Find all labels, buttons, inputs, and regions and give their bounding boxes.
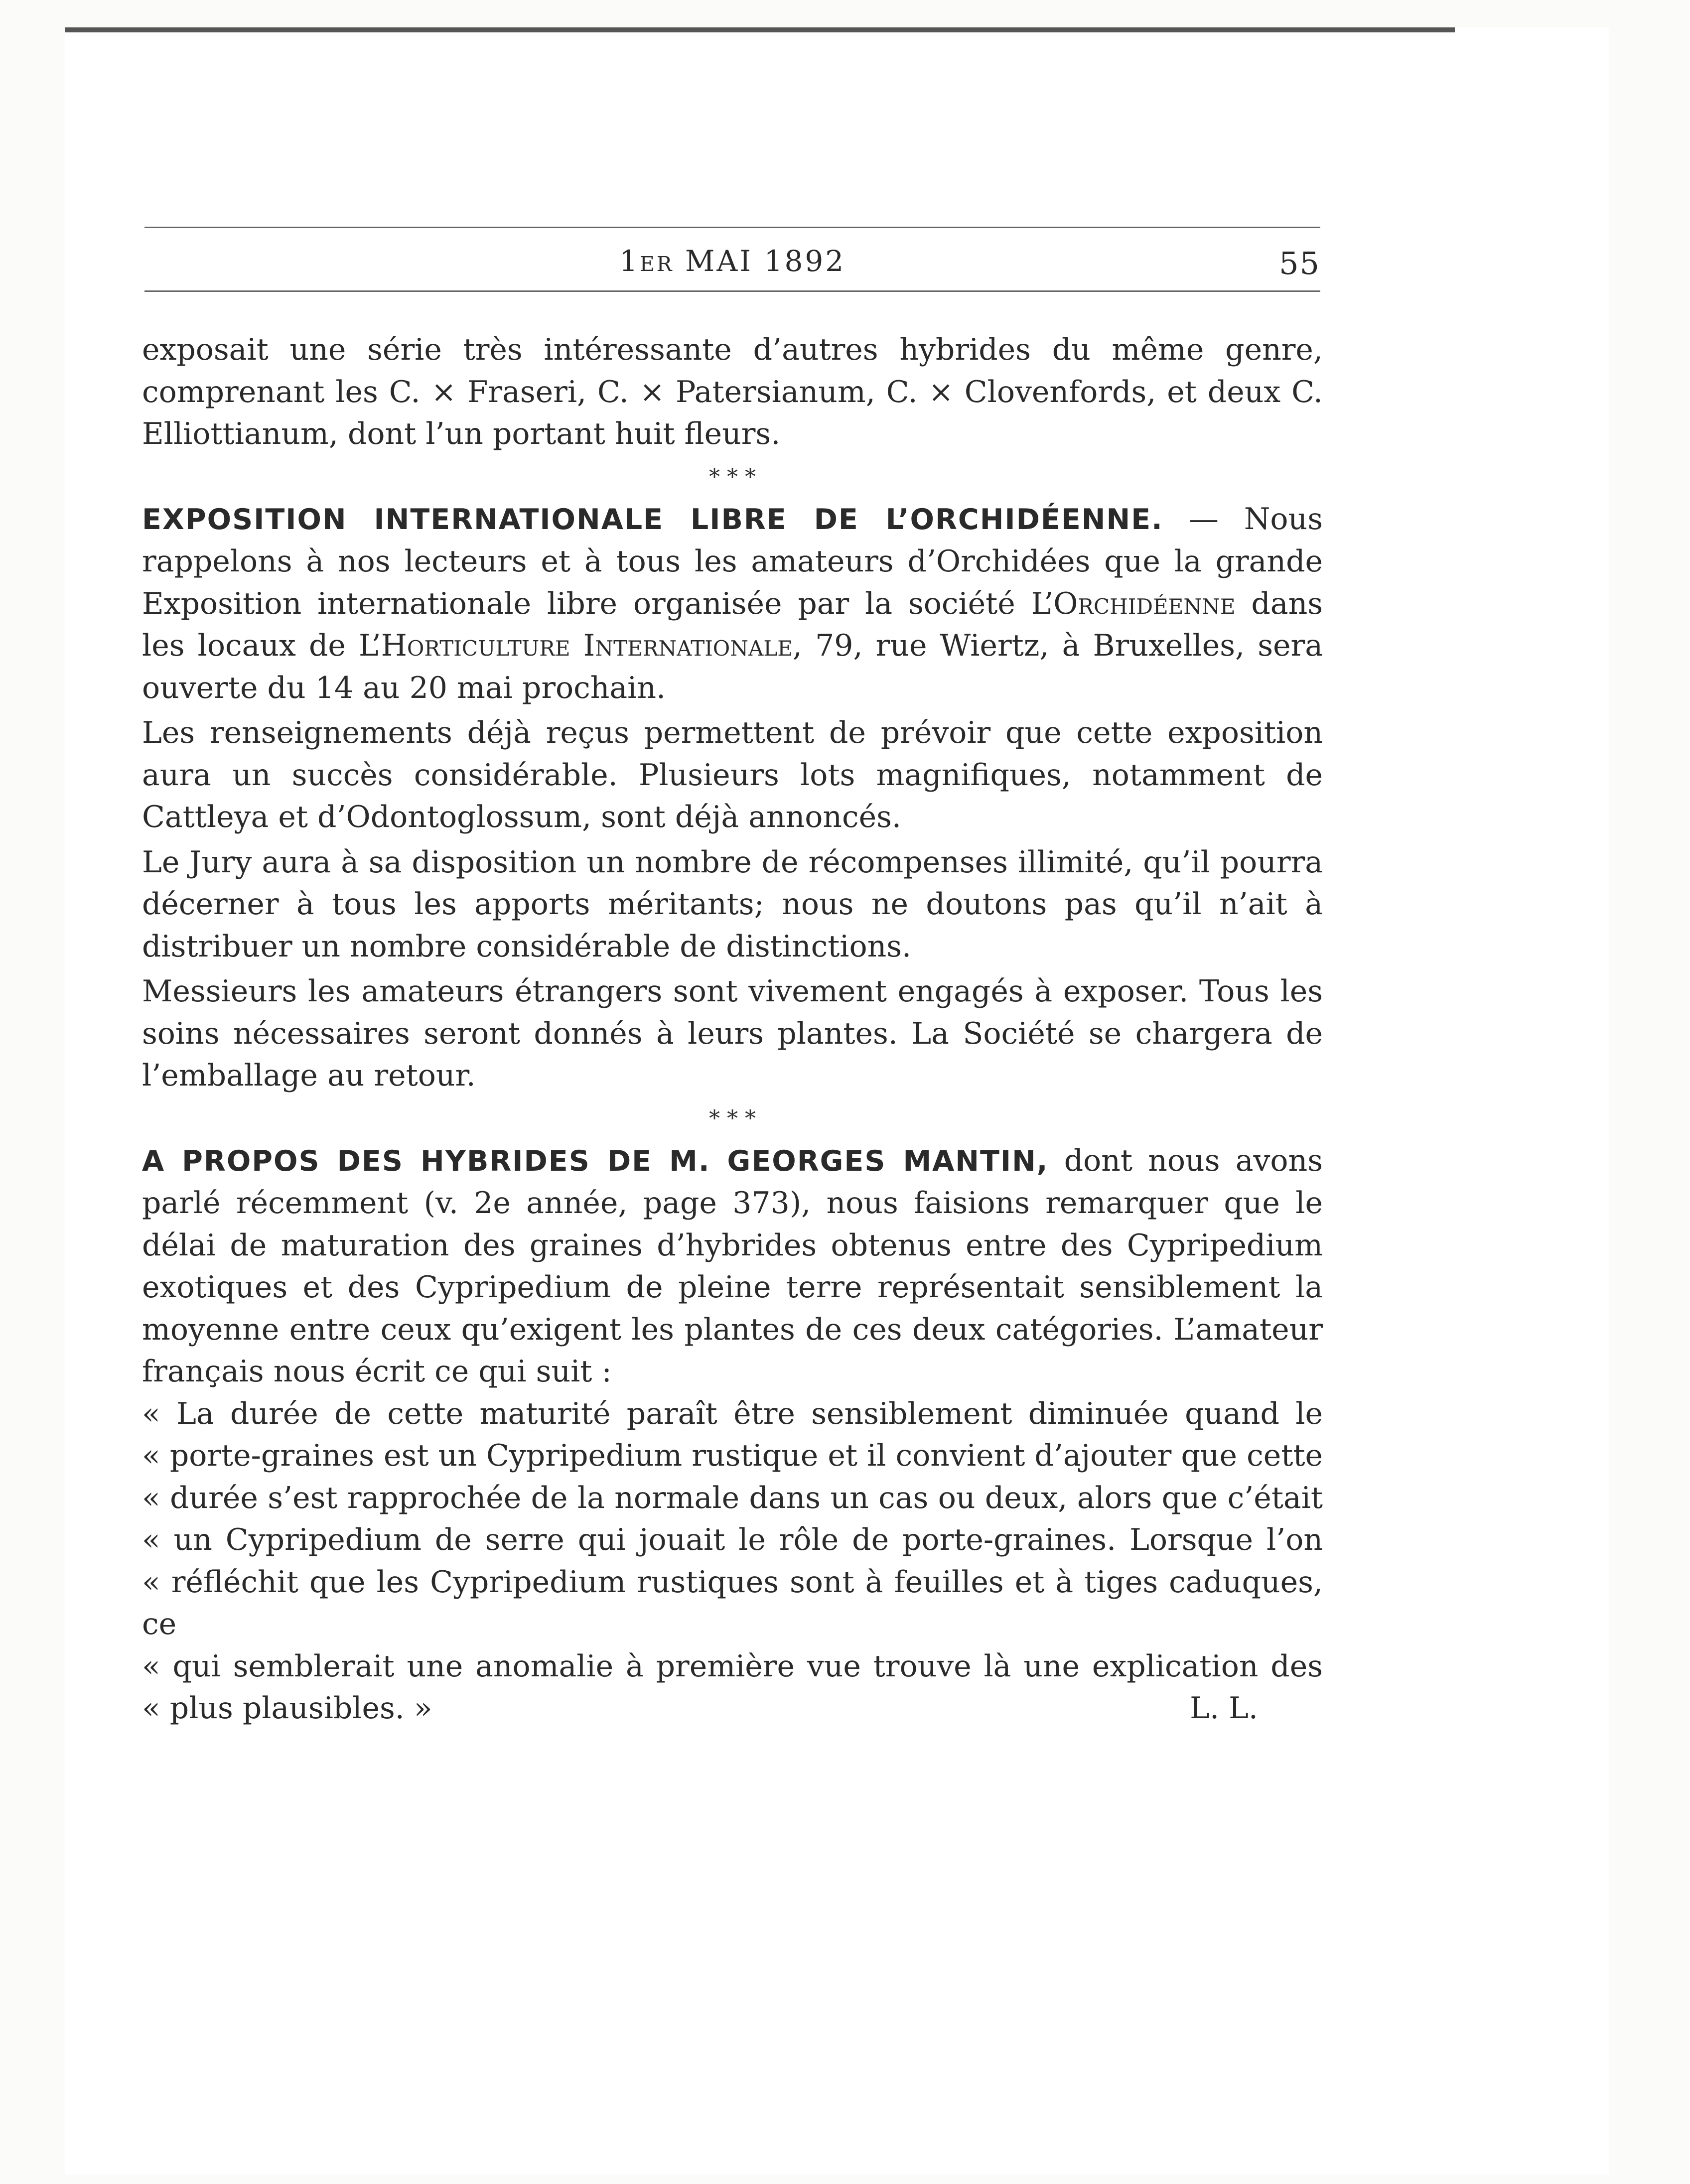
section-separator [142, 455, 1323, 498]
page-body [142, 329, 1323, 1730]
quote-line: « qui semblerait une anomalie à première vue trouve là une explication des [142, 1648, 1323, 1684]
quote-line: « durée s’est rapprochée de la normale dans un cas ou deux, alors que c’était [142, 1480, 1323, 1515]
expo-paragraph-1 [142, 498, 1323, 709]
running-header [144, 239, 1320, 284]
intro-paragraph: exposait une série très intéressante d’autres hybrides du même genre, comprenant les C. × Fraseri, C. × Patersianum, C. × Clovenfords, et deux C. Elliottianum, dont l’un portant huit fleurs. [142, 332, 1323, 451]
quote-last-line [142, 1687, 1323, 1730]
expo-p1-end: , 79, rue Wiertz, à Bruxelles, sera ouverte du 14 au 20 mai prochain. [142, 628, 1323, 705]
expo-paragraph-4: Messieurs les amateurs étrangers sont vivement engagés à exposer. Tous les soins nécessaires seront donnés à leurs plantes. La Société se chargera de l’emballage au retour. [142, 974, 1323, 1093]
separator-stars-2: * * * [709, 1105, 756, 1131]
hybrides-p1: dont nous avons parlé récemment (v. 2e année, page 373), nous faisions remarquer que le délai de maturation des graines d’hybrides obtenus entre des Cypripedium exotiques et des Cypripedium de pleine terre représentait sensiblement la moyenne entre ceux qu’exigent les plantes de ces deux catégories. L’amateur français nous écrit ce qui suit : [142, 1143, 1323, 1389]
header-date: 1er MAI 1892 [619, 244, 846, 278]
expo-paragraph-3: Le Jury aura à sa disposition un nombre de récompenses illimité, qu’il pourra décerner à tous les apports méritants; nous ne doutons pas qu’il n’ait à distribuer un nombre considérable de distinctions. [142, 844, 1323, 964]
society-name: L’Orchidéenne [1031, 586, 1236, 621]
quote-line: « La durée de cette maturité paraît être sensiblement diminuée quand le [142, 1396, 1323, 1431]
page-number: 55 [1279, 245, 1320, 281]
section-separator-2 [142, 1097, 1323, 1140]
separator-stars: * * * [709, 464, 756, 490]
expo-heading: EXPOSITION INTERNATIONALE LIBRE DE L’ORCHIDÉENNE. [142, 503, 1163, 536]
expo-paragraph-2: Les renseignements déjà reçus permettent de prévoir que cette exposition aura un succès considérable. Plusieurs lots magnifiques, notamment de Cattleya et d’Odontoglossum, sont déjà annoncés. [142, 715, 1323, 834]
quote-line: « porte-graines est un Cypripedium rustique et il convient d’ajouter que cette [142, 1438, 1323, 1473]
header-rule-top [144, 227, 1320, 228]
venue-name: L’Horticulture Internationale [359, 628, 793, 663]
scan-top-edge [65, 27, 1455, 32]
hybrides-paragraph [142, 1140, 1323, 1393]
quote-line: « un Cypripedium de serre qui jouait le rôle de porte-graines. Lorsque l’on [142, 1522, 1323, 1557]
expo-p1-mid: dans les locaux de [142, 586, 1323, 663]
quote-end: « plus plausibles. » [142, 1691, 432, 1726]
expo-dash: — [1188, 501, 1219, 537]
expo-p1-start: Nous rappelons à nos lecteurs et à tous les amateurs d’Orchidées que la grande Exposition internationale libre organisée par la société [142, 501, 1323, 621]
quote-line: « réfléchit que les Cypripedium rustiques sont à feuilles et à tiges caduques, ce [142, 1564, 1323, 1641]
hybrides-heading: A PROPOS DES HYBRIDES DE M. GEORGES MANTIN, [142, 1144, 1049, 1178]
quote-block [142, 1393, 1323, 1730]
header-rule-bottom [144, 290, 1320, 292]
signature: L. L. [1190, 1691, 1258, 1726]
